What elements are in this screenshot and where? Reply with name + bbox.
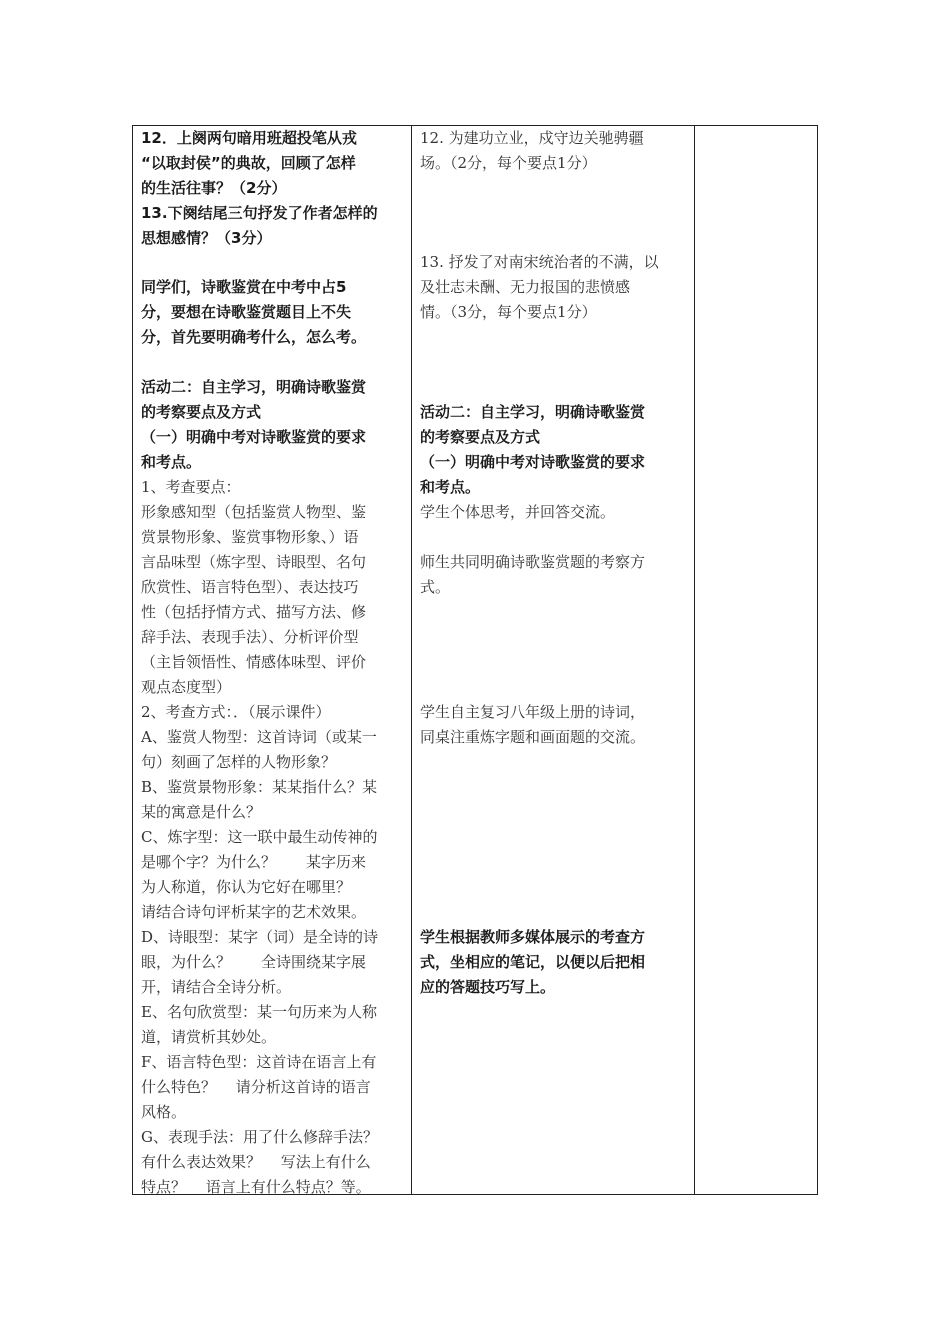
activity-two-heading-1: 活动二：自主学习，明确诗歌鉴赏	[141, 378, 367, 396]
method-g-line-3: 特点？ 语言上有什么特点？等。	[141, 1178, 371, 1196]
review-line-2: 同桌注重炼字题和画面题的交流。	[420, 728, 646, 746]
exam-points-line-4: 欣赏性、语言特色型）、表达技巧	[141, 578, 359, 596]
exam-points-line-7: （主旨领悟性、情感体味型、评价	[141, 653, 367, 671]
exam-points-line-8: 观点态度型）	[141, 678, 232, 696]
teacher-activity-column	[133, 126, 412, 1194]
method-e-line-1: E、名句欣赏型：某一句历来为人称	[141, 1003, 377, 1021]
question-13-line-2: 思想感情？（3分）	[141, 229, 272, 247]
clarify-line-1: 师生共同明确诗歌鉴赏题的考察方	[420, 553, 646, 571]
review-line-1: 学生自主复习八年级上册的诗词，	[420, 703, 646, 721]
method-b-line-2: 某的寓意是什么？	[141, 803, 262, 821]
exam-points-line-5: 性（包括抒情方式、描写方法、修	[141, 603, 367, 621]
section-one-heading-mid-2: 和考点。	[420, 478, 481, 496]
student-think-line: 学生个体思考，并回答交流。	[420, 503, 616, 521]
method-f-line-1: F、语言特色型：这首诗在语言上有	[141, 1053, 377, 1071]
method-g-line-2: 有什么表达效果？ 写法上有什么	[141, 1153, 371, 1171]
method-c-line-3: 为人称道，你认为它好在哪里？	[141, 878, 352, 896]
lesson-table	[132, 125, 818, 1195]
method-d-line-1: D、诗眼型：某字（词）是全诗的诗	[141, 928, 379, 946]
method-d-line-2: 眼，为什么？ 全诗围绕某字展	[141, 953, 367, 971]
exam-points-line-1: 形象感知型（包括鉴赏人物型、鉴	[141, 503, 367, 521]
answer-13-line-1: 13. 抒发了对南宋统治者的不满，以	[420, 253, 659, 271]
answer-12-line-2: 场。（2分，每个要点1分）	[420, 154, 597, 172]
exam-points-heading: 1、考查要点：	[141, 478, 241, 496]
section-one-heading-mid-1: （一）明确中考对诗歌鉴赏的要求	[420, 453, 646, 471]
section-one-heading-1: （一）明确中考对诗歌鉴赏的要求	[141, 428, 367, 446]
method-c-line-4: 请结合诗句评析某字的艺术效果。	[141, 903, 367, 921]
question-13-line-1: 13.下阕结尾三句抒发了作者怎样的	[141, 204, 378, 222]
method-b-line-1: B、鉴赏景物形象：某某指什么？某	[141, 778, 378, 796]
method-g-line-1: G、表现手法：用了什么修辞手法？	[141, 1128, 378, 1146]
question-12-line-1: 12．上阕两句暗用班超投笔从戎	[141, 129, 357, 147]
question-12-line-3: 的生活往事？（2分）	[141, 179, 287, 197]
notes-line-1: 学生根据教师多媒体展示的考查方	[420, 928, 646, 946]
student-activity-column	[412, 126, 695, 1194]
activity-two-heading-2: 的考察要点及方式	[141, 403, 262, 421]
method-f-line-3: 风格。	[141, 1103, 187, 1121]
method-c-line-2: 是哪个字？为什么？ 某字历来	[141, 853, 367, 871]
notes-column	[695, 126, 817, 1194]
method-d-line-3: 开，请结合全诗分析。	[141, 978, 292, 996]
method-f-line-2: 什么特色？ 请分析这首诗的语言	[141, 1078, 371, 1096]
answer-12-line-1: 12. 为建功立业，戍守边关驰骋疆	[420, 129, 644, 147]
exam-methods-heading: 2、考查方式：．（展示课件）	[141, 703, 331, 721]
intro-line-3: 分，首先要明确考什么，怎么考。	[141, 328, 367, 346]
exam-points-line-3: 言品味型（炼字型、诗眼型、名句	[141, 553, 367, 571]
clarify-line-2: 式。	[420, 578, 451, 596]
answer-13-line-3: 情。（3分，每个要点1分）	[420, 303, 597, 321]
question-12-line-2: “以取封侯”的典故，回顾了怎样	[141, 154, 356, 172]
notes-line-3: 应的答题技巧写上。	[420, 978, 556, 996]
exam-points-line-6: 辞手法、表现手法）、分析评价型	[141, 628, 359, 646]
intro-line-2: 分，要想在诗歌鉴赏题目上不失	[141, 303, 352, 321]
exam-points-line-2: 赏景物形象、鉴赏事物形象、）语	[141, 528, 359, 546]
section-one-heading-2: 和考点。	[141, 453, 202, 471]
intro-line-1: 同学们，诗歌鉴赏在中考中占5	[141, 278, 347, 296]
activity-two-heading-mid-1: 活动二：自主学习，明确诗歌鉴赏	[420, 403, 646, 421]
answer-13-line-2: 及壮志未酬、无力报国的悲愤感	[420, 278, 631, 296]
method-c-line-1: C、炼字型：这一联中最生动传神的	[141, 828, 378, 846]
method-a-line-1: A、鉴赏人物型：这首诗词（或某一	[141, 728, 377, 746]
notes-line-2: 式，坐相应的笔记，以便以后把相	[420, 953, 646, 971]
activity-two-heading-mid-2: 的考察要点及方式	[420, 428, 541, 446]
method-a-line-2: 句）刻画了怎样的人物形象？	[141, 753, 337, 771]
method-e-line-2: 道，请赏析其妙处。	[141, 1028, 277, 1046]
